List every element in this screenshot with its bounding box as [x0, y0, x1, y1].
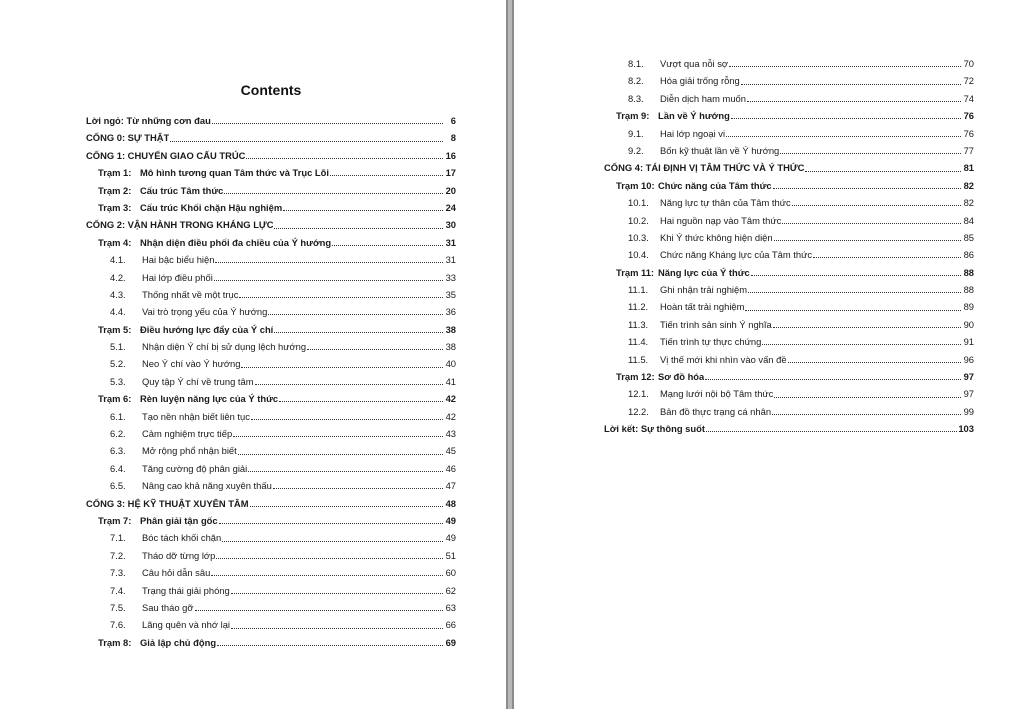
toc-entry-number: 4.3. [110, 288, 126, 300]
toc-entry-number: 6.1. [110, 410, 126, 422]
toc-dot-leader [772, 414, 961, 415]
toc-entry-number: 5.1. [110, 341, 126, 353]
toc-entry-number: 4.4. [110, 306, 126, 318]
toc-entry-label: Cấu trúc Tâm thức [140, 184, 224, 196]
toc-entry-label: Giả lập chủ động [140, 636, 217, 648]
toc-entry-label: Hai nguồn nạp vào Tâm thức [660, 214, 782, 226]
toc-dot-leader [745, 310, 961, 311]
toc-dot-leader [748, 292, 961, 293]
toc-entry-number: Trạm 4: [98, 236, 132, 248]
toc-entry-page: 76 [963, 127, 974, 139]
toc-entry-number: 10.3. [628, 231, 649, 243]
toc-entry-label: Neo Ý chí vào Ý hướng [142, 358, 241, 370]
toc-entry-number: Trạm 2: [98, 184, 132, 196]
toc-entry-page: 46 [445, 462, 456, 474]
toc-entry-label: Tiến trình sản sinh Ý nghĩa [660, 318, 772, 330]
toc-entry-page: 49 [445, 514, 456, 526]
toc-entry[interactable] [604, 125, 974, 142]
toc-dot-leader [773, 327, 961, 328]
toc-dot-leader [283, 210, 443, 211]
toc-dot-leader [792, 205, 961, 206]
toc-entry[interactable] [604, 229, 974, 246]
toc-entry-page: 74 [963, 92, 974, 104]
toc-entry-page: 77 [963, 144, 974, 156]
toc-entry-number: 11.5. [628, 353, 649, 365]
toc-entry-label: Diễn dịch ham muốn [660, 92, 746, 104]
toc-entry-label: Tăng cường độ phân giải [142, 462, 248, 474]
toc-entry[interactable] [604, 316, 974, 333]
toc-entry[interactable] [604, 351, 974, 368]
toc-entry[interactable] [604, 264, 974, 281]
toc-entry[interactable] [604, 142, 974, 159]
toc-entry-page: 60 [445, 567, 456, 579]
toc-dot-leader [751, 275, 961, 276]
toc-entry-page: 96 [963, 353, 974, 365]
toc-entry-number: 7.6. [110, 619, 126, 631]
toc-entry[interactable] [86, 129, 456, 146]
toc-dot-leader [268, 314, 443, 315]
toc-entry-page: 76 [963, 110, 974, 122]
toc-entry-label: Quy tập Ý chí về trung tâm [142, 375, 254, 387]
toc-entry-number: Trạm 6: [98, 393, 132, 405]
toc-dot-leader [248, 471, 443, 472]
toc-entry-label: Nhận diện điều phối đa chiều của Ý hướng [140, 236, 332, 248]
toc-entry-page: 82 [963, 179, 974, 191]
toc-entry-number: Trạm 10: [616, 179, 655, 191]
toc-dot-leader [217, 645, 443, 646]
toc-entry-label: Cảm nghiệm trực tiếp [142, 428, 233, 440]
toc-entry-label: Sau tháo gỡ [142, 601, 194, 613]
toc-entry-page: 47 [445, 480, 456, 492]
toc-entry-label: Rèn luyện năng lực của Ý thức [140, 393, 279, 405]
toc-entry-label: CỔNG 0: SỰ THẬT [86, 132, 170, 144]
toc-entry-page: 91 [963, 336, 974, 348]
toc-entry[interactable] [86, 408, 456, 425]
toc-entry[interactable] [86, 199, 456, 216]
toc-dot-leader [729, 66, 961, 67]
toc-entry-number: Trạm 3: [98, 201, 132, 213]
toc-entry-label: Bốn kỹ thuật lần về Ý hướng [660, 144, 780, 156]
toc-entry-label: Nâng cao khả năng xuyên thấu [142, 480, 272, 492]
toc-entry[interactable] [86, 547, 456, 564]
toc-entry[interactable] [604, 368, 974, 385]
toc-list-left [86, 112, 456, 651]
toc-dot-leader [731, 118, 961, 119]
toc-entry[interactable] [86, 616, 456, 633]
toc-entry-label: Lần về Ý hướng [658, 110, 730, 122]
toc-entry-page: 33 [445, 271, 456, 283]
toc-entry-label: Thống nhất về một trục [142, 288, 239, 300]
toc-entry-page: 45 [445, 445, 456, 457]
toc-entry-number: 12.1. [628, 388, 649, 400]
toc-dot-leader [274, 332, 443, 333]
toc-title: Contents [240, 82, 302, 98]
toc-entry-number: 10.1. [628, 197, 649, 209]
toc-dot-leader [222, 541, 443, 542]
toc-dot-leader [246, 158, 443, 159]
toc-entry-page: 8 [450, 132, 456, 144]
toc-entry-label: Vị thế mới khi nhìn vào vấn đề [660, 353, 787, 365]
toc-dot-leader [212, 123, 443, 124]
toc-entry-label: Cấu trúc Khối chặn Hậu nghiệm [140, 201, 283, 213]
toc-dot-leader [219, 523, 443, 524]
toc-entry-page: 6 [450, 115, 456, 126]
toc-entry-number: 7.3. [110, 567, 126, 579]
toc-entry-label: Hoàn tất trải nghiệm [660, 301, 745, 313]
toc-entry[interactable] [604, 177, 974, 194]
toc-entry-page: 38 [445, 323, 456, 335]
toc-entry-label: Năng lực của Ý thức [658, 266, 750, 278]
toc-dot-leader [239, 297, 443, 298]
toc-dot-leader [251, 419, 443, 420]
toc-dot-leader [215, 262, 443, 263]
toc-entry[interactable] [86, 442, 456, 459]
toc-entry-number: 5.2. [110, 358, 126, 370]
toc-entry[interactable] [86, 234, 456, 251]
toc-entry-label: Phân giải tận gốc [140, 514, 218, 526]
toc-entry-number: Trạm 1: [98, 167, 132, 179]
toc-entry-label: Khi Ý thức không hiện diện [660, 231, 773, 243]
toc-entry-number: 11.2. [628, 301, 649, 313]
toc-entry-number: 6.5. [110, 480, 126, 492]
toc-entry-page: 86 [963, 249, 974, 261]
toc-entry-page: 48 [445, 497, 456, 509]
toc-entry[interactable] [86, 634, 456, 651]
toc-entry-number: 4.2. [110, 271, 126, 283]
toc-entry[interactable] [604, 55, 974, 72]
toc-entry-number: 8.3. [628, 92, 644, 104]
toc-entry[interactable] [86, 251, 456, 268]
toc-entry-page: 35 [445, 288, 456, 300]
toc-entry[interactable] [86, 164, 456, 181]
toc-entry-page: 85 [963, 231, 974, 243]
toc-entry-page: 89 [963, 301, 974, 313]
toc-entry-number: 7.2. [110, 549, 126, 561]
toc-entry-label: Trạng thái giải phóng [142, 584, 230, 596]
toc-dot-leader [332, 245, 443, 246]
toc-entry-number: 11.3. [628, 318, 649, 330]
toc-dot-leader [780, 153, 961, 154]
toc-entry-label: CỔNG 2: VẬN HÀNH TRONG KHÁNG LỰC [86, 219, 274, 231]
toc-entry-number: Trạm 9: [616, 110, 650, 122]
toc-entry-number: Trạm 7: [98, 514, 132, 526]
toc-entry-page: 62 [445, 584, 456, 596]
toc-entry-number: 9.2. [628, 144, 644, 156]
toc-entry[interactable] [86, 355, 456, 372]
toc-entry-number: 6.2. [110, 428, 126, 440]
toc-entry-label: Điều hướng lực đẩy của Ý chí [140, 323, 274, 335]
toc-dot-leader [241, 367, 443, 368]
toc-entry-number: Trạm 5: [98, 323, 132, 335]
toc-entry[interactable] [86, 286, 456, 303]
toc-entry[interactable] [86, 373, 456, 390]
toc-entry-number: 4.1. [110, 254, 126, 266]
toc-entry-page: 90 [963, 318, 974, 330]
toc-entry-label: CỔNG 4: TÁI ĐỊNH VỊ TÂM THỨC VÀ Ý THỨC [604, 162, 805, 174]
toc-dot-leader [774, 397, 961, 398]
toc-entry-label: Ghi nhận trải nghiệm [660, 284, 748, 296]
toc-dot-leader [813, 257, 961, 258]
toc-entry-label: Năng lực tự thân của Tâm thức [660, 197, 791, 209]
toc-entry-page: 49 [445, 532, 456, 544]
toc-dot-leader [195, 610, 444, 611]
toc-entry-number: 6.4. [110, 462, 126, 474]
toc-entry-number: 8.1. [628, 58, 644, 69]
toc-entry-number: Trạm 12: [616, 371, 655, 383]
toc-entry-label: Mở rộng phổ nhận biết [142, 445, 237, 457]
toc-entry-label: Mạng lưới nội bộ Tâm thức [660, 388, 774, 400]
toc-entry-label: Chức năng của Tâm thức [658, 179, 772, 191]
toc-list-right [604, 55, 974, 438]
toc-entry-page: 66 [445, 619, 456, 631]
toc-entry-page: 84 [963, 214, 974, 226]
toc-dot-leader [307, 349, 443, 350]
toc-entry-label: Hai lớp ngoại vi [660, 127, 726, 139]
toc-entry-label: CỔNG 1: CHUYỂN GIAO CẤU TRÚC [86, 149, 246, 161]
toc-entry-page: 51 [445, 549, 456, 561]
toc-dot-leader [788, 362, 961, 363]
toc-entry[interactable] [604, 107, 974, 124]
toc-entry-number: 12.2. [628, 405, 649, 417]
toc-entry[interactable] [604, 72, 974, 89]
toc-entry-number: 10.4. [628, 249, 649, 261]
toc-dot-leader [214, 280, 443, 281]
toc-entry[interactable] [86, 495, 456, 512]
toc-entry-label: Câu hỏi dẫn sâu [142, 567, 211, 579]
toc-entry[interactable] [86, 321, 456, 338]
toc-dot-leader [805, 171, 961, 172]
toc-dot-leader [726, 136, 961, 137]
toc-dot-leader [279, 401, 443, 402]
toc-entry-page: 72 [963, 75, 974, 87]
toc-entry-number: 11.1. [628, 284, 649, 296]
toc-entry-page: 88 [963, 266, 974, 278]
toc-entry-number: 10.2. [628, 214, 649, 226]
toc-entry-page: 43 [445, 428, 456, 440]
toc-entry-page: 82 [963, 197, 974, 209]
toc-entry[interactable] [86, 269, 456, 286]
toc-entry[interactable] [604, 298, 974, 315]
toc-entry-page: 99 [963, 405, 974, 417]
toc-entry[interactable] [604, 403, 974, 420]
toc-entry-number: Trạm 8: [98, 636, 132, 648]
toc-entry-label: Lãng quên và nhớ lại [142, 619, 230, 631]
toc-entry-label: Sơ đồ hóa [658, 371, 705, 383]
toc-entry[interactable] [86, 390, 456, 407]
toc-entry-page: 38 [445, 341, 456, 353]
toc-entry[interactable] [604, 194, 974, 211]
toc-entry-number: 7.4. [110, 584, 126, 596]
toc-entry-page: 31 [445, 254, 456, 266]
toc-entry[interactable] [86, 582, 456, 599]
toc-dot-leader [216, 558, 443, 559]
toc-entry[interactable] [86, 529, 456, 546]
toc-dot-leader [273, 488, 443, 489]
toc-dot-leader [233, 436, 443, 437]
toc-entry-page: 63 [445, 601, 456, 613]
toc-dot-leader [782, 223, 961, 224]
toc-entry[interactable] [86, 338, 456, 355]
toc-dot-leader [274, 228, 443, 229]
toc-entry[interactable] [86, 477, 456, 494]
toc-entry-page: 36 [445, 306, 456, 318]
toc-entry[interactable] [86, 460, 456, 477]
toc-dot-leader [747, 101, 961, 102]
toc-dot-leader [773, 188, 961, 189]
toc-dot-leader [170, 141, 443, 142]
toc-entry[interactable] [604, 246, 974, 263]
toc-entry-page: 42 [445, 393, 456, 405]
toc-dot-leader [774, 240, 961, 241]
toc-dot-leader [224, 193, 443, 194]
toc-entry-number: 11.4. [628, 336, 649, 348]
toc-entry[interactable] [86, 425, 456, 442]
toc-entry-label: Bóc tách khối chặn [142, 532, 222, 544]
toc-entry-label: Lời ngỏ: Từ những cơn đau [86, 115, 211, 126]
toc-entry-number: 8.2. [628, 75, 644, 87]
toc-entry[interactable] [86, 216, 456, 233]
toc-entry[interactable] [86, 303, 456, 320]
toc-entry-number: 7.1. [110, 532, 126, 544]
toc-entry[interactable] [604, 385, 974, 402]
toc-entry[interactable] [604, 420, 974, 437]
toc-dot-leader [250, 506, 443, 507]
toc-entry-label: CỔNG 3: HỆ KỸ THUẬT XUYÊN TÂM [86, 497, 249, 509]
toc-entry-label: Hai bậc biểu hiện [142, 254, 215, 266]
toc-entry-label: Lời kết: Sự thông suốt [604, 423, 705, 435]
toc-entry-page: 40 [445, 358, 456, 370]
toc-entry[interactable] [86, 182, 456, 199]
toc-dot-leader [741, 84, 961, 85]
toc-entry-number: 6.3. [110, 445, 126, 457]
toc-dot-leader [706, 431, 957, 432]
toc-entry-page: 69 [445, 636, 456, 648]
toc-entry[interactable] [86, 147, 456, 164]
toc-entry[interactable] [604, 212, 974, 229]
toc-entry-label: Chức năng Kháng lực của Tâm thức [660, 249, 813, 261]
toc-entry-label: Bản đồ thực trạng cá nhân [660, 405, 772, 417]
toc-dot-leader [231, 628, 443, 629]
toc-entry-page: 81 [963, 162, 974, 174]
toc-entry-label: Vai trò trọng yếu của Ý hướng [142, 306, 268, 318]
toc-entry-page: 97 [963, 388, 974, 400]
toc-entry-page: 16 [445, 149, 456, 161]
toc-entry[interactable] [86, 112, 456, 129]
toc-entry-number: 7.5. [110, 601, 126, 613]
toc-dot-leader [231, 593, 443, 594]
page-edge-left [506, 0, 508, 709]
toc-dot-leader [255, 384, 443, 385]
toc-entry[interactable] [604, 90, 974, 107]
toc-entry-label: Tháo dỡ từng lớp [142, 549, 216, 561]
toc-entry[interactable] [86, 512, 456, 529]
toc-entry-label: Hóa giải trống rỗng [660, 75, 740, 87]
toc-entry-page: 17 [445, 167, 456, 179]
toc-entry-page: 88 [963, 284, 974, 296]
toc-entry-page: 30 [445, 219, 456, 231]
toc-entry-label: Hai lớp điều phối [142, 271, 213, 283]
toc-dot-leader [705, 379, 961, 380]
toc-entry-label: Tạo nền nhận biết liên tục [142, 410, 250, 422]
toc-dot-leader [211, 575, 443, 576]
toc-entry[interactable] [86, 564, 456, 581]
toc-entry-page: 24 [445, 201, 456, 213]
toc-entry-number: 5.3. [110, 375, 126, 387]
toc-entry-label: Vượt qua nỗi sợ [660, 58, 729, 69]
toc-entry-page: 70 [963, 58, 974, 69]
toc-entry-label: Mô hình tương quan Tâm thức và Trục Lõi [140, 167, 329, 179]
toc-entry-number: Trạm 11: [616, 266, 655, 278]
toc-entry-page: 20 [445, 184, 456, 196]
toc-entry-page: 42 [445, 410, 456, 422]
toc-entry[interactable] [86, 599, 456, 616]
toc-entry-page: 97 [963, 371, 974, 383]
toc-entry-page: 103 [958, 423, 974, 435]
toc-entry-page: 31 [445, 236, 456, 248]
toc-entry-label: Tiến trình tự thực chứng [660, 336, 762, 348]
toc-entry[interactable] [604, 333, 974, 350]
toc-dot-leader [762, 344, 961, 345]
toc-entry-label: Nhận diện Ý chí bị sử dụng lệch hướng [142, 341, 307, 353]
toc-entry-number: 9.1. [628, 127, 644, 139]
toc-entry[interactable] [604, 281, 974, 298]
toc-entry-page: 41 [445, 375, 456, 387]
toc-dot-leader [330, 175, 443, 176]
toc-entry[interactable] [604, 159, 974, 176]
toc-dot-leader [238, 454, 443, 455]
